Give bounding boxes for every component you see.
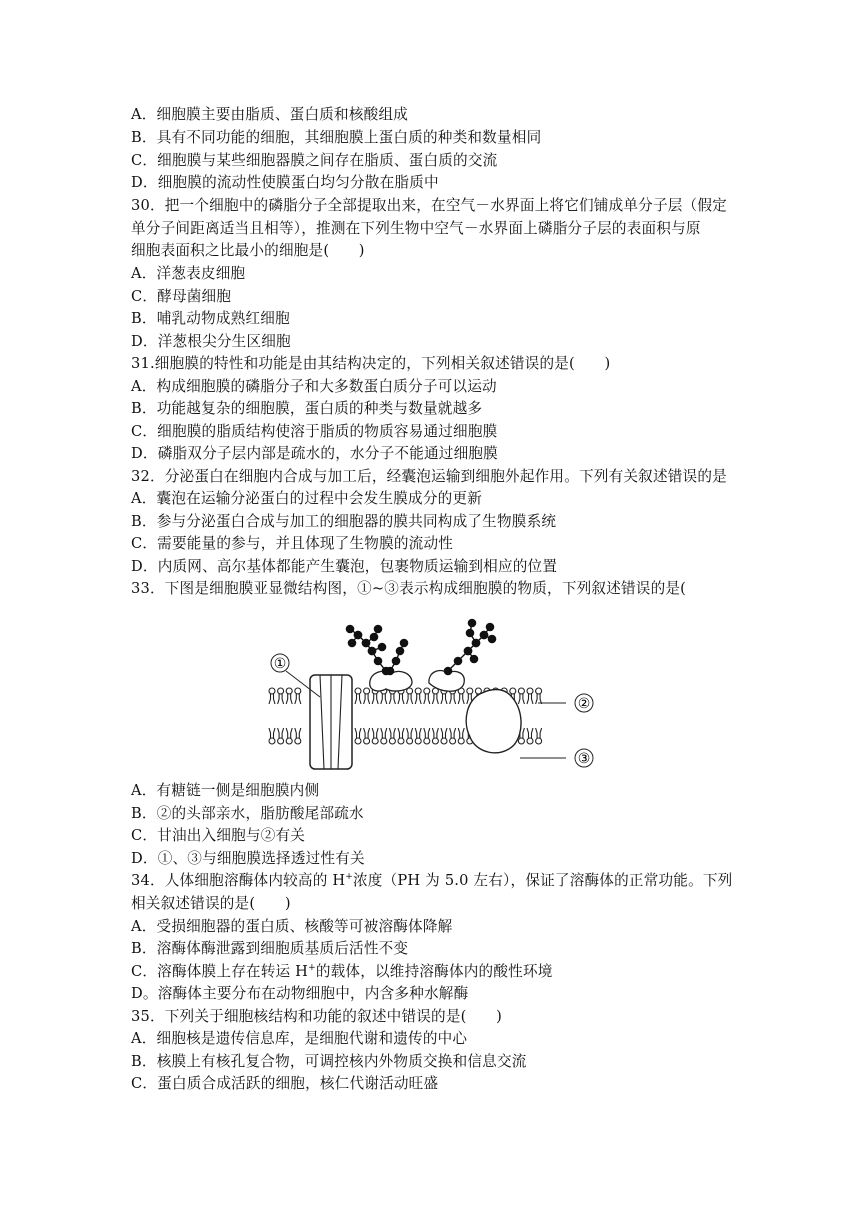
glycan-chains xyxy=(346,619,495,674)
q35-option-b: B．核膜上有核孔复合物，可调控核内外物质交换和信息交流 xyxy=(131,1053,527,1070)
q34-option-c xyxy=(131,961,771,983)
label-2: ② xyxy=(577,696,591,712)
q31-option-b: B．功能越复杂的细胞膜，蛋白质的种类与数量就越多 xyxy=(131,400,483,417)
q30-option-d: D．洋葱根尖分生区细胞 xyxy=(131,333,291,350)
q31-stem: 31.细胞膜的特性和功能是由其结构决定的，下列相关叙述错误的是( ) xyxy=(131,355,611,372)
q34-stem-superscript: + xyxy=(345,872,354,883)
q33-option-c: C．甘油出入细胞与②有关 xyxy=(131,827,306,844)
cell-membrane-diagram xyxy=(262,603,608,777)
q29-option-d: D．细胞膜的流动性使膜蛋白均匀分散在脂质中 xyxy=(131,174,439,191)
q30-option-b: B．哺乳动物成熟红细胞 xyxy=(131,310,290,327)
q34-stem-text-a: 34．人体细胞溶酶体内较高的 H xyxy=(131,872,346,889)
q33-option-a: A．有糖链一侧是细胞膜内侧 xyxy=(131,782,320,799)
label-3: ③ xyxy=(577,751,591,767)
q35-stem: 35．下列关于细胞核结构和功能的叙述中错误的是( ) xyxy=(131,1008,503,1025)
q32-stem: 32．分泌蛋白在细胞内合成与加工后，经囊泡运输到细胞外起作用。下列有关叙述错误的是 xyxy=(131,468,727,485)
q32-option-a: A．囊泡在运输分泌蛋白的过程中会发生膜成分的更新 xyxy=(131,490,482,507)
q29-option-b: B．具有不同功能的细胞，其细胞膜上蛋白质的种类和数量相同 xyxy=(131,129,542,146)
q31-option-a: A．构成细胞膜的磷脂分子和大多数蛋白质分子可以运动 xyxy=(131,378,497,395)
q31-option-d: D．磷脂双分子层内部是疏水的，水分子不能通过细胞膜 xyxy=(131,445,498,462)
q32-option-b: B．参与分泌蛋白合成与加工的细胞器的膜共同构成了生物膜系统 xyxy=(131,513,557,530)
q33-option-d: D．①、③与细胞膜选择透过性有关 xyxy=(131,850,365,867)
q32-option-d: D．内质网、高尔基体都能产生囊泡，包裹物质运输到相应的位置 xyxy=(131,558,558,575)
q31-option-c: C．细胞膜的脂质结构使溶于脂质的物质容易通过细胞膜 xyxy=(131,423,498,440)
q34-stem-line-2: 相关叙述错误的是( ) xyxy=(131,895,291,912)
q34-stem-text-b: 浓度（PH 为 5.0 左右），保证了溶酶体的正常功能。下列 xyxy=(353,872,733,889)
q30-stem-line-3: 细胞表面积之比最小的细胞是( ) xyxy=(131,242,365,259)
q33-stem: 33．下图是细胞膜亚显微结构图，①~③表示构成细胞膜的物质，下列叙述错误的是( xyxy=(131,580,687,597)
q30-option-a: A．洋葱表皮细胞 xyxy=(131,265,246,282)
q34-option-a: A．受损细胞器的蛋白质、核酸等可被溶酶体降解 xyxy=(131,918,453,935)
q33-option-b: B．②的头部亲水，脂肪酸尾部疏水 xyxy=(131,805,364,822)
label-1: ① xyxy=(273,656,287,672)
q32-option-c: C．需要能量的参与，并且体现了生物膜的流动性 xyxy=(131,535,454,552)
q34-option-c-superscript: + xyxy=(308,963,316,974)
q34-option-b: B．溶酶体酶泄露到细胞质基质后活性不变 xyxy=(131,940,409,957)
q34-option-d: D。溶酶体主要分布在动物细胞中，内含多种水解酶 xyxy=(131,985,469,1002)
q29-option-a: A．细胞膜主要由脂质、蛋白质和核酸组成 xyxy=(131,106,409,123)
membrane-protein-3 xyxy=(466,690,521,753)
q30-option-c: C．酵母菌细胞 xyxy=(131,288,232,305)
q29-option-c: C．细胞膜与某些细胞器膜之间存在脂质、蛋白质的交流 xyxy=(131,152,498,169)
q35-option-a: A．细胞核是遗传信息库，是细胞代谢和遗传的中心 xyxy=(131,1030,468,1047)
q34-option-c-text-a: C．溶酶体膜上存在转运 H xyxy=(131,963,309,980)
q35-option-c: C．蛋白质合成活跃的细胞，核仁代谢活动旺盛 xyxy=(131,1075,439,1092)
q30-stem-line-1: 30．把一个细胞中的磷脂分子全部提取出来，在空气－水界面上将它们铺成单分子层（假定 xyxy=(131,197,727,214)
q34-stem-line-1 xyxy=(131,870,771,892)
q30-stem-line-2: 单分子间距离适当且相等），推测在下列生物中空气－水界面上磷脂分子层的表面积与原 xyxy=(131,220,701,237)
q34-option-c-text-b: 的载体，以维持溶酶体内的酸性环境 xyxy=(315,963,553,980)
